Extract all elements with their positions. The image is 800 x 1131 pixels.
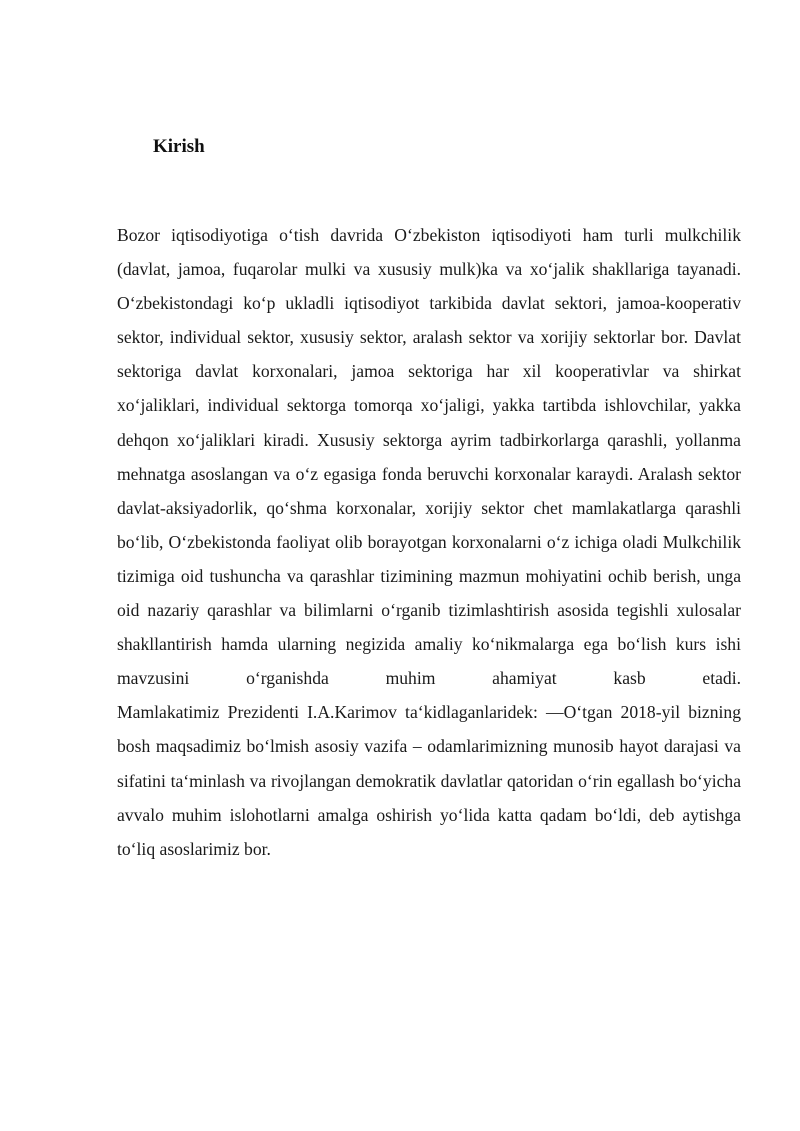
body-paragraph-1: Bozor iqtisodiyotiga o‘tish davrida O‘zbekiston iqtisodiyoti ham turli mulkchilik (davlat, jamoa, fuqarolar mulki va xususiy mulk)ka va xo‘jalik shakllariga tayanadi. O‘zbekistondagi ko‘p ukladli iqtisodiyot tarkibida davlat sektori, jamoa-kooperativ sektor, individual sektor, xususiy sektor, aralash sektor va xorijiy sektorlar bor. Davlat sektoriga davlat korxonalari, jamoa sektoriga har xil kooperativlar va shirkat xo‘jaliklari, individual sektorga tomorqa xo‘jaligi, yakka tartibda ishlovchilar, yakka dehqon xo‘jaliklari kiradi. Xususiy sektorga ayrim tadbirkorlarga qarashli, yollanma mehnatga asoslangan va o‘z egasiga fonda beruvchi korxonalar karaydi. Aralash sektor davlat-aksiyadorlik, qo‘shma korxonalar, xorijiy sektor chet mamlakatlarga qarashli bo‘lib, O‘zbekistonda faoliyat olib borayotgan korxonalarni o‘z ichiga oladi Mulkchilik tizimiga oid tushuncha va qarashlar tizimining mazmun mohiyatini ochib berish, unga oid nazariy qarashlar va bilimlarni o‘rganib tizimlashtirish asosida tegishli xulosalar shakllantirish hamda ularning negizida amaliy ko‘nikmalarga ega bo‘lish kurs ishi mavzusini o‘rganishda muhim ahamiyat kasb etadi. <box>117 225 741 689</box>
section-heading: Kirish <box>153 136 205 157</box>
body-paragraph-2: Mamlakatimiz Prezidenti I.A.Karimov ta‘kidlaganlaridek: —O‘tgan 2018-yil bizning bosh maqsadimiz bo‘lmish asosiy vazifa – odamlarimizning munosib hayot darajasi va sifatini ta‘minlash va rivojlangan demokratik davlatlar qatoridan o‘rin egallash bo‘yicha avvalo muhim islohotlarni amalga oshirish yo‘lida katta qadam bo‘ldi, deb aytishga to‘liq asoslarimiz bor. <box>117 702 741 859</box>
document-body <box>117 218 741 866</box>
